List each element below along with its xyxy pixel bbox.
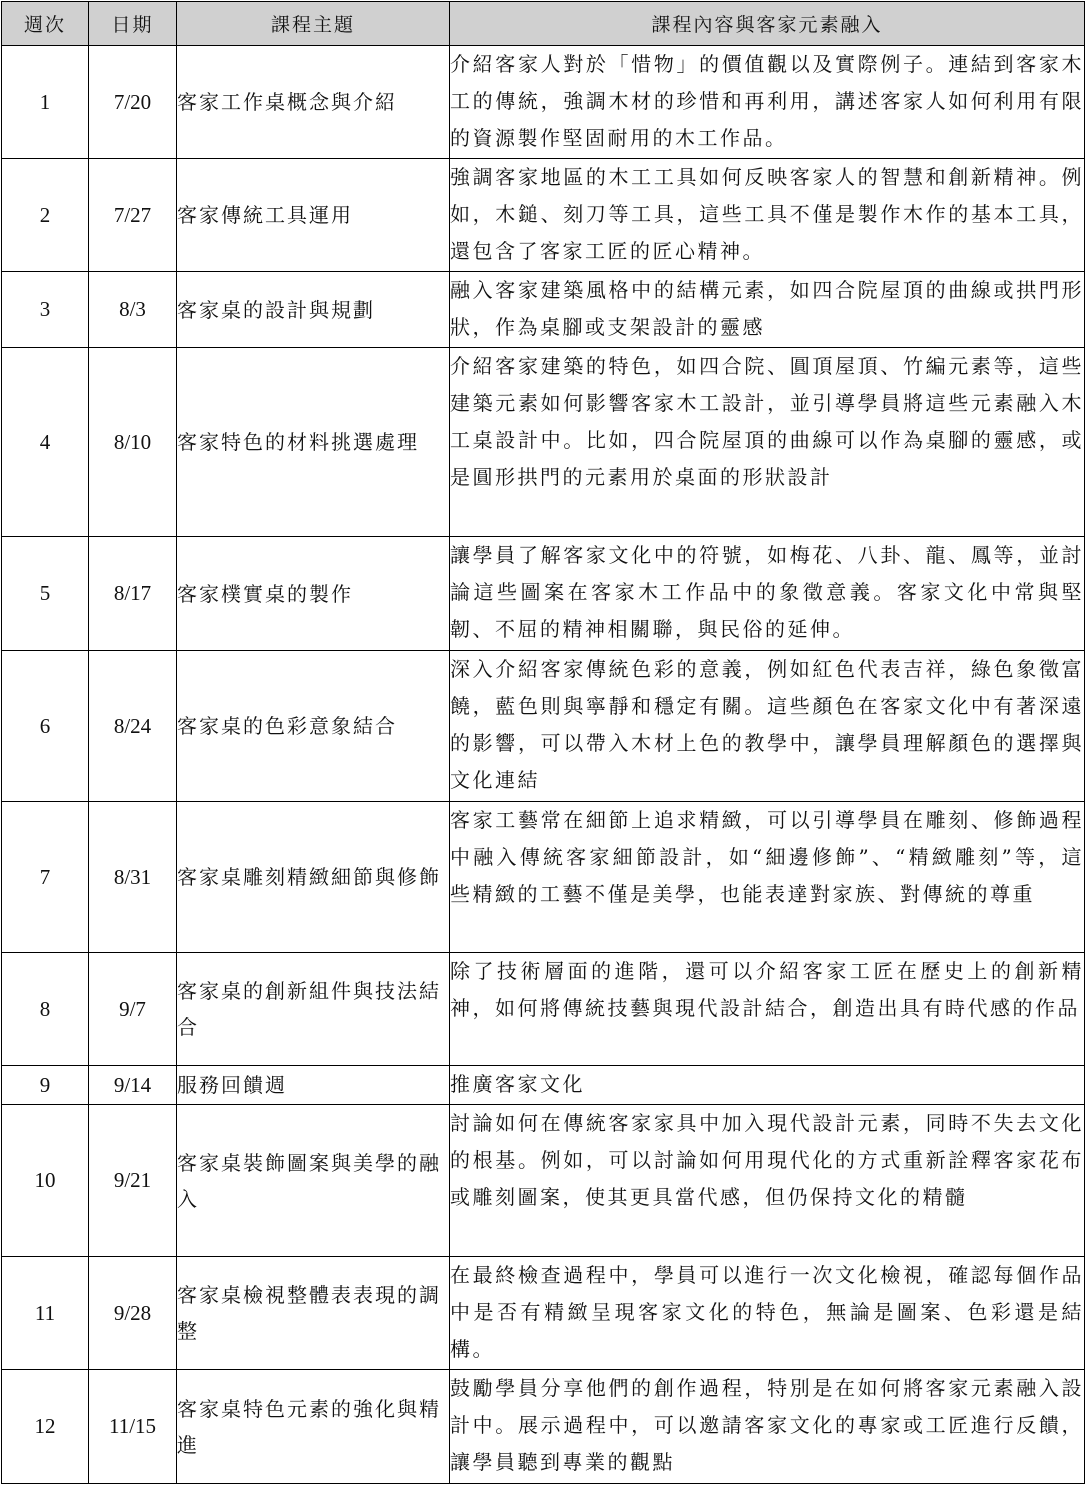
topic-cell: 客家特色的材料挑選處理: [177, 348, 450, 537]
date-cell: 11/15: [89, 1370, 177, 1484]
date-cell: 9/14: [89, 1066, 177, 1105]
topic-cell: 客家桌檢視整體表表現的調整: [177, 1257, 450, 1370]
topic-cell: 服務回饋週: [177, 1066, 450, 1105]
week-cell: 2: [2, 159, 89, 272]
topic-cell: 客家樸實桌的製作: [177, 537, 450, 651]
table-row: [2, 651, 1085, 802]
date-cell: 7/20: [89, 46, 177, 159]
table-row: [2, 272, 1085, 348]
content-cell: 討論如何在傳統客家家具中加入現代設計元素，同時不失去文化的根基。例如，可以討論如何用現代化的方式重新詮釋客家花布或雕刻圖案，使其更具當代感，但仍保持文化的精髓: [450, 1105, 1085, 1257]
content-cell: 深入介紹客家傳統色彩的意義，例如紅色代表吉祥，綠色象徵富饒，藍色則與寧靜和穩定有關。這些顏色在客家文化中有著深遠的影響，可以帶入木材上色的教學中，讓學員理解顏色的選擇與文化連結: [450, 651, 1085, 802]
content-cell: 強調客家地區的木工工具如何反映客家人的智慧和創新精神。例如，木鎚、刻刀等工具，這些工具不僅是製作木作的基本工具，還包含了客家工匠的匠心精神。: [450, 159, 1085, 272]
date-cell: 9/7: [89, 953, 177, 1066]
week-cell: 11: [2, 1257, 89, 1370]
content-cell: 融入客家建築風格中的結構元素，如四合院屋頂的曲線或拱門形狀，作為桌腳或支架設計的靈感: [450, 272, 1085, 348]
table-row: [2, 1257, 1085, 1370]
content-cell: 鼓勵學員分享他們的創作過程，特別是在如何將客家元素融入設計中。展示過程中，可以邀請客家文化的專家或工匠進行反饋，讓學員聽到專業的觀點: [450, 1370, 1085, 1484]
topic-cell: 客家桌裝飾圖案與美學的融入: [177, 1105, 450, 1257]
table-row: [2, 1370, 1085, 1484]
topic-cell: 客家桌的創新組件與技法結合: [177, 953, 450, 1066]
topic-cell: 客家桌特色元素的強化與精進: [177, 1370, 450, 1484]
date-cell: 9/28: [89, 1257, 177, 1370]
week-cell: 10: [2, 1105, 89, 1257]
content-cell: 讓學員了解客家文化中的符號，如梅花、八卦、龍、鳳等，並討論這些圖案在客家木工作品中的象徵意義。客家文化中常與堅韌、不屈的精神相關聯，與民俗的延伸。: [450, 537, 1085, 651]
header-row: [2, 2, 1085, 46]
week-cell: 5: [2, 537, 89, 651]
content-cell: 介紹客家建築的特色，如四合院、圓頂屋頂、竹編元素等，這些建築元素如何影響客家木工設計，並引導學員將這些元素融入木工桌設計中。比如，四合院屋頂的曲線可以作為桌腳的靈感，或是圓形拱門的元素用於桌面的形狀設計: [450, 348, 1085, 537]
week-cell: 6: [2, 651, 89, 802]
table-row: [2, 46, 1085, 159]
header-topic: 課程主題: [177, 2, 450, 46]
table-row: [2, 537, 1085, 651]
date-cell: 8/24: [89, 651, 177, 802]
content-cell: 推廣客家文化: [450, 1066, 1085, 1105]
topic-cell: 客家桌的設計與規劃: [177, 272, 450, 348]
header-date: 日期: [89, 2, 177, 46]
table-row: [2, 1066, 1085, 1105]
content-cell: 除了技術層面的進階，還可以介紹客家工匠在歷史上的創新精神，如何將傳統技藝與現代設計結合，創造出具有時代感的作品: [450, 953, 1085, 1066]
week-cell: 8: [2, 953, 89, 1066]
week-cell: 4: [2, 348, 89, 537]
topic-cell: 客家桌的色彩意象結合: [177, 651, 450, 802]
table-row: [2, 348, 1085, 537]
table-row: [2, 953, 1085, 1066]
topic-cell: 客家工作桌概念與介紹: [177, 46, 450, 159]
table-row: [2, 1105, 1085, 1257]
table-row: [2, 802, 1085, 953]
topic-cell: 客家傳統工具運用: [177, 159, 450, 272]
header-week: 週次: [2, 2, 89, 46]
date-cell: 8/10: [89, 348, 177, 537]
topic-cell: 客家桌雕刻精緻細節與修飾: [177, 802, 450, 953]
week-cell: 3: [2, 272, 89, 348]
week-cell: 12: [2, 1370, 89, 1484]
date-cell: 8/31: [89, 802, 177, 953]
date-cell: 9/21: [89, 1105, 177, 1257]
course-schedule-table: [1, 1, 1085, 1484]
date-cell: 8/17: [89, 537, 177, 651]
content-cell: 客家工藝常在細節上追求精緻，可以引導學員在雕刻、修飾過程中融入傳統客家細節設計，如“細邊修飾”、“精緻雕刻”等，這些精緻的工藝不僅是美學，也能表達對家族、對傳統的尊重: [450, 802, 1085, 953]
week-cell: 1: [2, 46, 89, 159]
week-cell: 7: [2, 802, 89, 953]
week-cell: 9: [2, 1066, 89, 1105]
table-row: [2, 159, 1085, 272]
header-content: 課程內容與客家元素融入: [450, 2, 1085, 46]
content-cell: 在最終檢查過程中，學員可以進行一次文化檢視，確認每個作品中是否有精緻呈現客家文化的特色，無論是圖案、色彩還是結構。: [450, 1257, 1085, 1370]
date-cell: 8/3: [89, 272, 177, 348]
content-cell: 介紹客家人對於「惜物」的價值觀以及實際例子。連結到客家木工的傳統，強調木材的珍惜和再利用，講述客家人如何利用有限的資源製作堅固耐用的木工作品。: [450, 46, 1085, 159]
date-cell: 7/27: [89, 159, 177, 272]
